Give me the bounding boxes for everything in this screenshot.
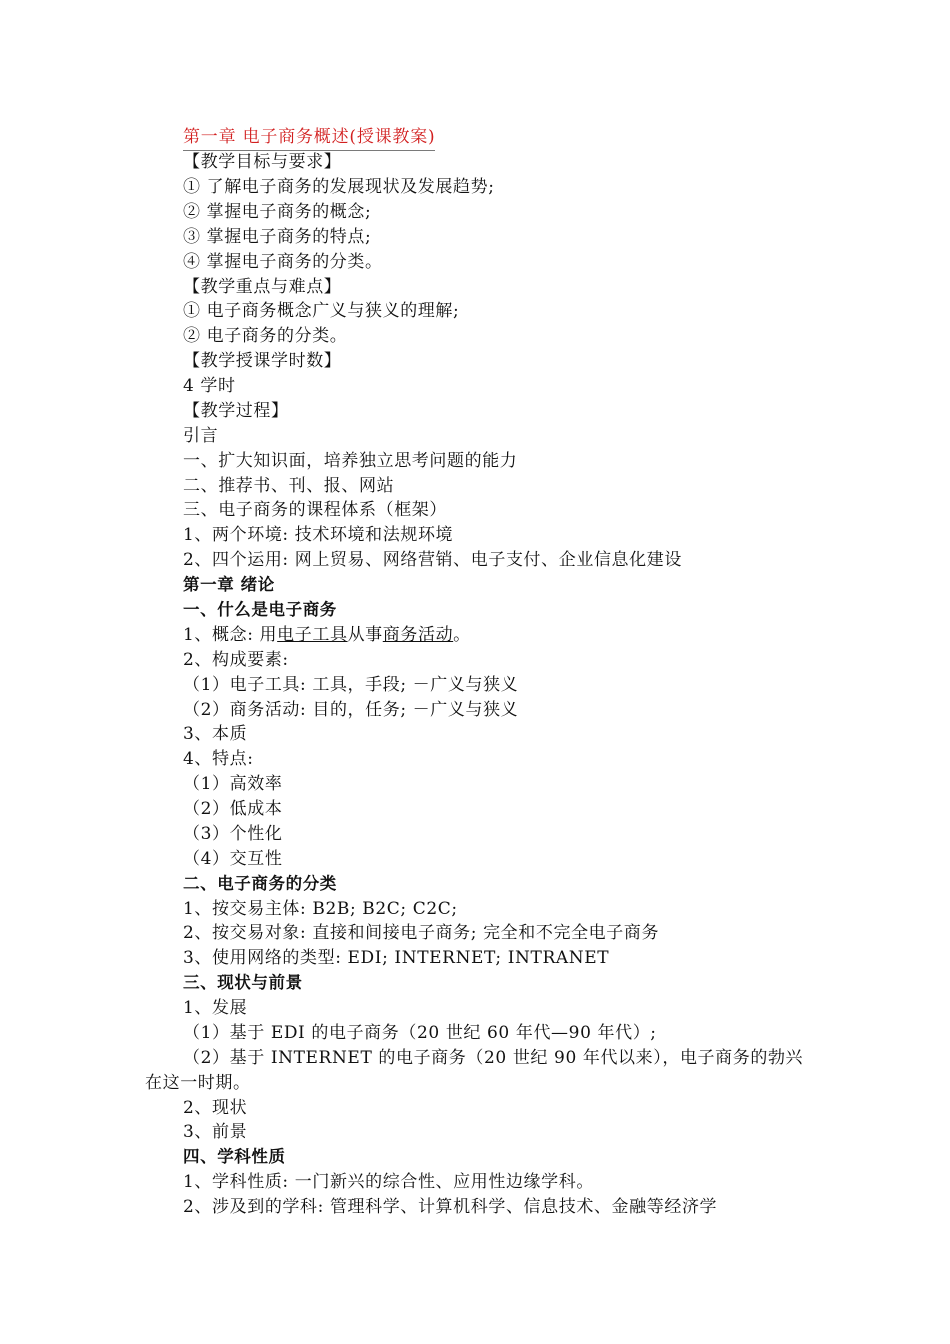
chapter-heading: 第一章 绪论 <box>183 575 275 594</box>
elements-heading: 2、构成要素: <box>183 650 289 670</box>
feature-item-1: （1）高效率 <box>183 774 283 794</box>
section-heading-1: 一、什么是电子商务 <box>183 600 337 619</box>
feature-item-3: （3）个性化 <box>183 824 283 844</box>
section-heading-3: 三、现状与前景 <box>183 973 303 992</box>
features-heading: 4、特点: <box>183 749 254 769</box>
status-heading: 2、现状 <box>183 1098 248 1118</box>
key-point-2: ② 电子商务的分类。 <box>183 326 348 346</box>
development-item-2-continued: 在这一时期。 <box>145 1073 251 1093</box>
goal-item-2: ② 掌握电子商务的概念; <box>183 202 372 222</box>
section-heading-2: 二、电子商务的分类 <box>183 874 337 893</box>
development-item-2: （2）基于 INTERNET 的电子商务（20 世纪 90 年代以来），电子商务的勃兴 <box>183 1048 804 1068</box>
teaching-hours: 4 学时 <box>183 376 236 396</box>
concept-activity-underlined: 商务活动 <box>382 625 454 645</box>
development-heading: 1、发展 <box>183 998 248 1018</box>
key-point-1: ① 电子商务概念广义与狭义的理解; <box>183 301 460 321</box>
concept-end: 。 <box>453 625 471 645</box>
concept-tool-underlined: 电子工具 <box>277 625 348 645</box>
section-heading-key-points: 【教学重点与难点】 <box>183 277 342 297</box>
classification-item-1: 1、按交易主体: B2B; B2C; C2C; <box>183 899 458 919</box>
development-item-1: （1）基于 EDI 的电子商务（20 世纪 60 年代—90 年代）; <box>183 1023 657 1043</box>
section-heading-hours: 【教学授课学时数】 <box>183 351 342 371</box>
section-heading-goals: 【教学目标与要求】 <box>183 152 342 172</box>
element-item-1: （1）电子工具: 工具，手段; －广义与狭义 <box>183 675 519 695</box>
discipline-item-1: 1、学科性质: 一门新兴的综合性、应用性边缘学科。 <box>183 1172 594 1192</box>
feature-item-2: （2）低成本 <box>183 799 283 819</box>
goal-item-1: ① 了解电子商务的发展现状及发展趋势; <box>183 177 495 197</box>
classification-item-3: 3、使用网络的类型: EDI; INTERNET; INTRANET <box>183 948 610 968</box>
concept-mid: 从事 <box>347 625 383 645</box>
chapter-title: 第一章 电子商务概述(授课教案) <box>183 125 435 151</box>
essence-heading: 3、本质 <box>183 724 248 744</box>
goal-item-3: ③ 掌握电子商务的特点; <box>183 227 372 247</box>
intro-item-1: 一、扩大知识面，培养独立思考问题的能力 <box>183 451 518 471</box>
intro-subitem-2: 2、四个运用: 网上贸易、网络营销、电子支付、企业信息化建设 <box>183 550 682 570</box>
section-heading-process: 【教学过程】 <box>183 401 289 421</box>
section-heading-4: 四、学科性质 <box>183 1147 286 1166</box>
intro-item-3: 三、电子商务的课程体系（框架） <box>183 500 447 520</box>
concept-line <box>183 623 471 648</box>
feature-item-4: （4）交互性 <box>183 849 283 869</box>
discipline-item-2: 2、涉及到的学科: 管理科学、计算机科学、信息技术、金融等经济学 <box>183 1197 718 1217</box>
goal-item-4: ④ 掌握电子商务的分类。 <box>183 252 383 272</box>
intro-subitem-1: 1、两个环境: 技术环境和法规环境 <box>183 525 454 545</box>
prospect-heading: 3、前景 <box>183 1122 248 1142</box>
classification-item-2: 2、按交易对象: 直接和间接电子商务; 完全和不完全电子商务 <box>183 923 660 943</box>
concept-prefix: 1、概念: 用 <box>183 625 278 645</box>
element-item-2: （2）商务活动: 目的，任务; －广义与狭义 <box>183 700 519 720</box>
intro-item-2: 二、推荐书、刊、报、网站 <box>183 476 395 496</box>
intro-heading: 引言 <box>183 426 219 446</box>
